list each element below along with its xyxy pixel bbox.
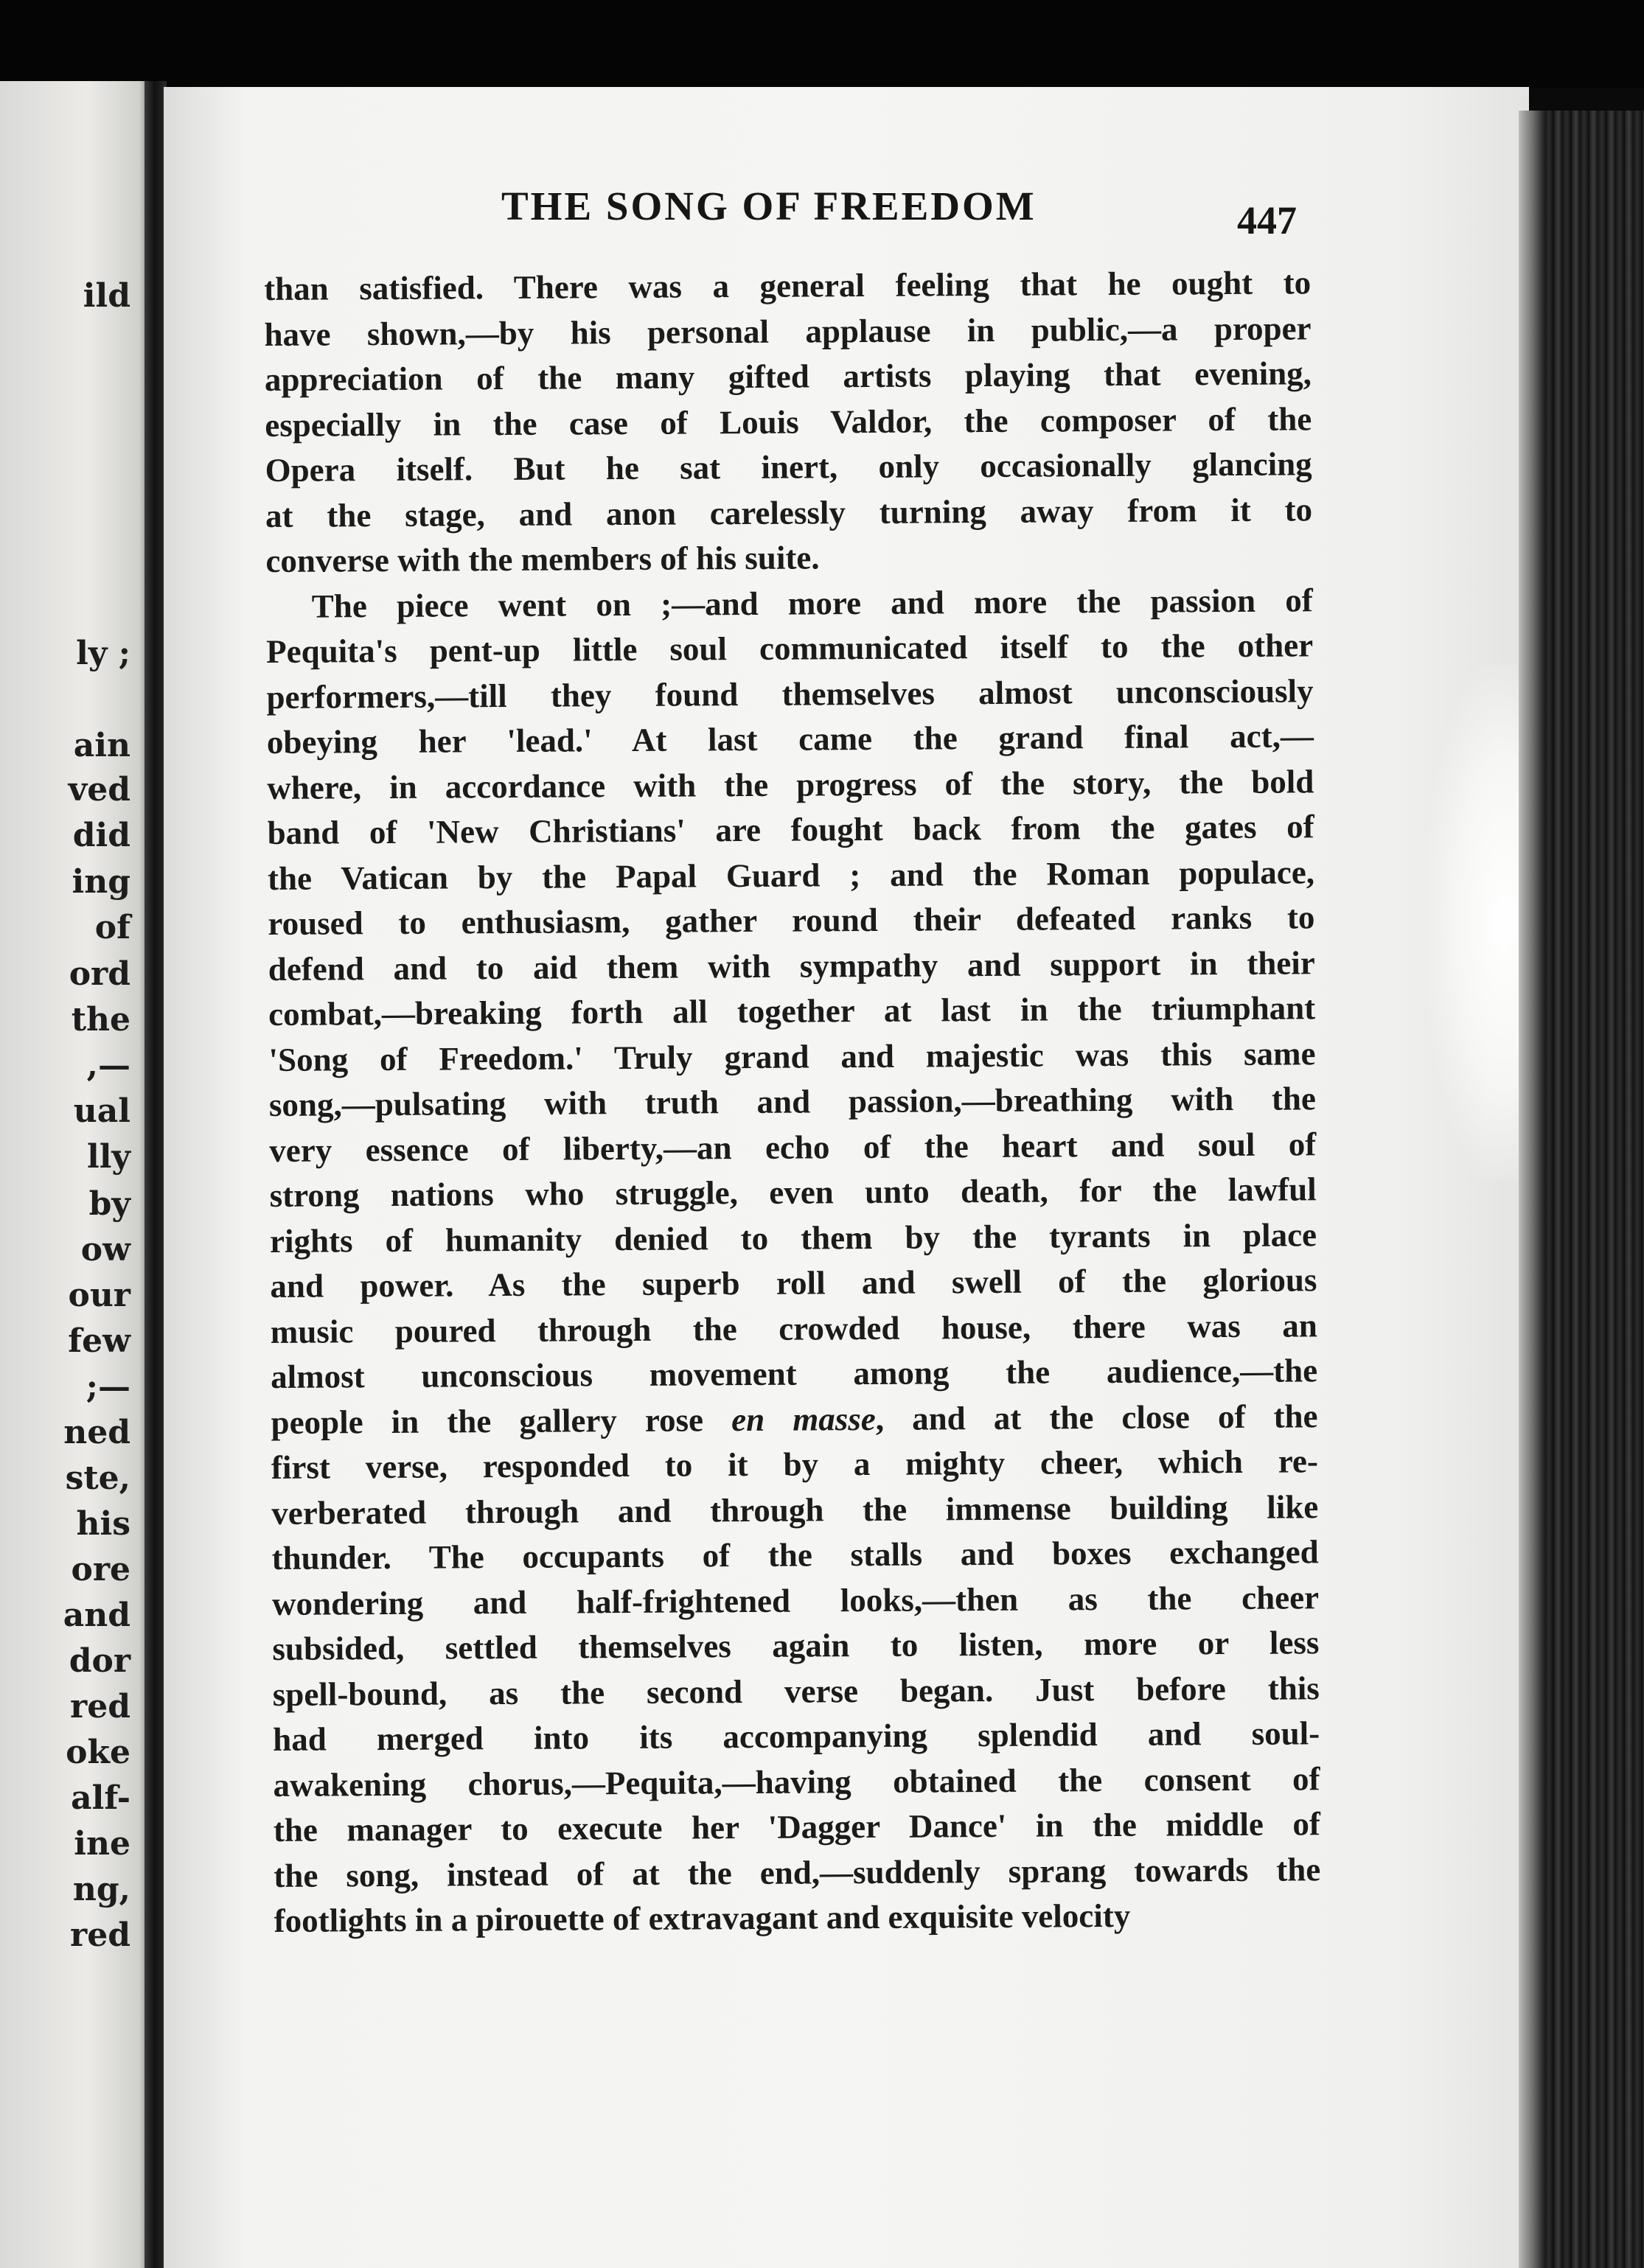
left-fragment-text: ain [73,727,130,764]
page-number: 447 [1237,198,1297,242]
text-line: the Vatican by the Papal Guard ; and the Roman populace, [267,853,1315,897]
text-line: Opera itself. But he sat inert, only occasionally glancing [265,445,1312,489]
text-line: footlights in a pirouette of extravagant and exquisite velocity [274,1897,1131,1939]
text-line: subsided, settled themselves again to listen, more or less [272,1624,1320,1667]
left-fragment-text: red [70,1916,130,1954]
left-fragment-text: ved [68,771,130,809]
text-line: than satisfied. There was a general feeling that he ought to [264,264,1312,307]
left-fragment-text: ng, [72,1871,130,1908]
text-line: rights of humanity denied to them by the tyrants in place [269,1215,1317,1260]
left-fragment-text: ual [73,1092,130,1130]
text-line: obeying her 'lead.' At last came the grand final act,— [266,717,1314,761]
left-fragment-text: dor [69,1642,130,1680]
running-head: THE SONG OF FREEDOM [501,184,1037,228]
left-fragment-text: ore [71,1551,130,1588]
text-line: especially in the case of Louis Valdor, the composer of the [265,399,1312,444]
text-line: strong nations who struggle, even unto death, for the lawful [269,1170,1317,1214]
text-line: first verse, responded to it by a mighty cheer, which re- [271,1442,1319,1486]
text-line: have shown,—by his personal applause in public,—a proper [264,309,1312,353]
body-text [264,260,1321,1944]
text-line: the song, instead of at the end,—suddenly sprang towards the [274,1850,1321,1894]
left-fragment-text: ord [69,955,130,993]
text-line: defend and to aid them with sympathy and support in their [268,943,1315,988]
text-line: roused to enthusiasm, gather round their defeated ranks to [268,899,1315,942]
text-line: 'Song of Freedom.' Truly grand and majestic was this same [268,1034,1316,1078]
text-line: had merged into its accompanying splendid and soul- [273,1714,1320,1758]
left-fragment-text: did [72,817,130,854]
text-line: wondering and half-frightened looks,—then as the cheer [271,1578,1320,1622]
left-fragment-text: alf- [71,1779,130,1817]
left-fragment-text: oke [66,1734,130,1771]
left-fragment-text: ild [83,277,130,315]
left-fragment-text: lly [87,1138,130,1176]
left-fragment-text: ine [74,1825,130,1863]
left-fragment-text: our [68,1277,130,1314]
text-line: band of 'New Christians' are fought back from the gates of [267,808,1314,851]
left-fragment-text: of [94,909,130,946]
left-fragment-text: the [71,1001,130,1039]
text-line: song,—pulsating with truth and passion,—breathing with the [268,1080,1317,1123]
text-line: the manager to execute her 'Dagger Dance' in the middle of [273,1805,1321,1849]
text-line: at the stage, and anon carelessly turning away from it to [265,490,1313,534]
italic-phrase: en masse [731,1400,876,1438]
left-fragment-text: ing [72,863,130,901]
text-line: thunder. The occupants of the stalls and boxes exchanged [271,1533,1319,1577]
text-line: The piece went on ;—and more and more the passion of [311,581,1313,625]
text-line: music poured through the crowded house, there was an [270,1306,1317,1350]
left-fragment-text: ,— [86,1047,130,1084]
text-line: combat,—breaking forth all together at last in the triumphant [268,989,1316,1033]
text-line: and power. As the superb roll and swell of the glorious [270,1261,1317,1305]
text-line: very essence of liberty,—an echo of the heart and soul of [269,1125,1317,1169]
text-line: Pequita's pent-up little soul communicated itself to the other [266,627,1314,670]
left-fragment-text: and [63,1597,130,1634]
text-line: converse with the members of his suite. [265,539,820,579]
text-line: verberated through and through the immense building like [271,1487,1319,1532]
left-fragment-text: by [88,1185,130,1223]
left-fragment-text: ste, [65,1459,130,1497]
scan-background [0,0,1644,88]
page-edges [1519,111,1644,2268]
left-fragment-text: ned [63,1414,130,1451]
left-fragment-text: his [76,1505,130,1543]
text-line: where, in accordance with the progress of the story, the bold [267,762,1314,806]
left-fragment-text: few [68,1322,130,1360]
left-fragment-text: red [70,1688,130,1726]
text-line: people in the gallery rose en masse, and at the close of the [271,1397,1318,1441]
text-line: almost unconscious movement among the audience,—the [271,1352,1318,1395]
text-line: appreciation of the many gifted artists playing that evening, [264,355,1312,398]
text-line: awakening chorus,—Pequita,—having obtained the consent of [273,1759,1320,1804]
left-fragment-text: ly ; [76,635,130,672]
text-line: performers,—till they found themselves almost unconsciously [266,671,1314,716]
left-fragment-text: ow [80,1231,130,1269]
left-fragment-text: ;— [86,1368,130,1406]
text-line: spell-bound, as the second verse began. Just before this [272,1669,1320,1713]
